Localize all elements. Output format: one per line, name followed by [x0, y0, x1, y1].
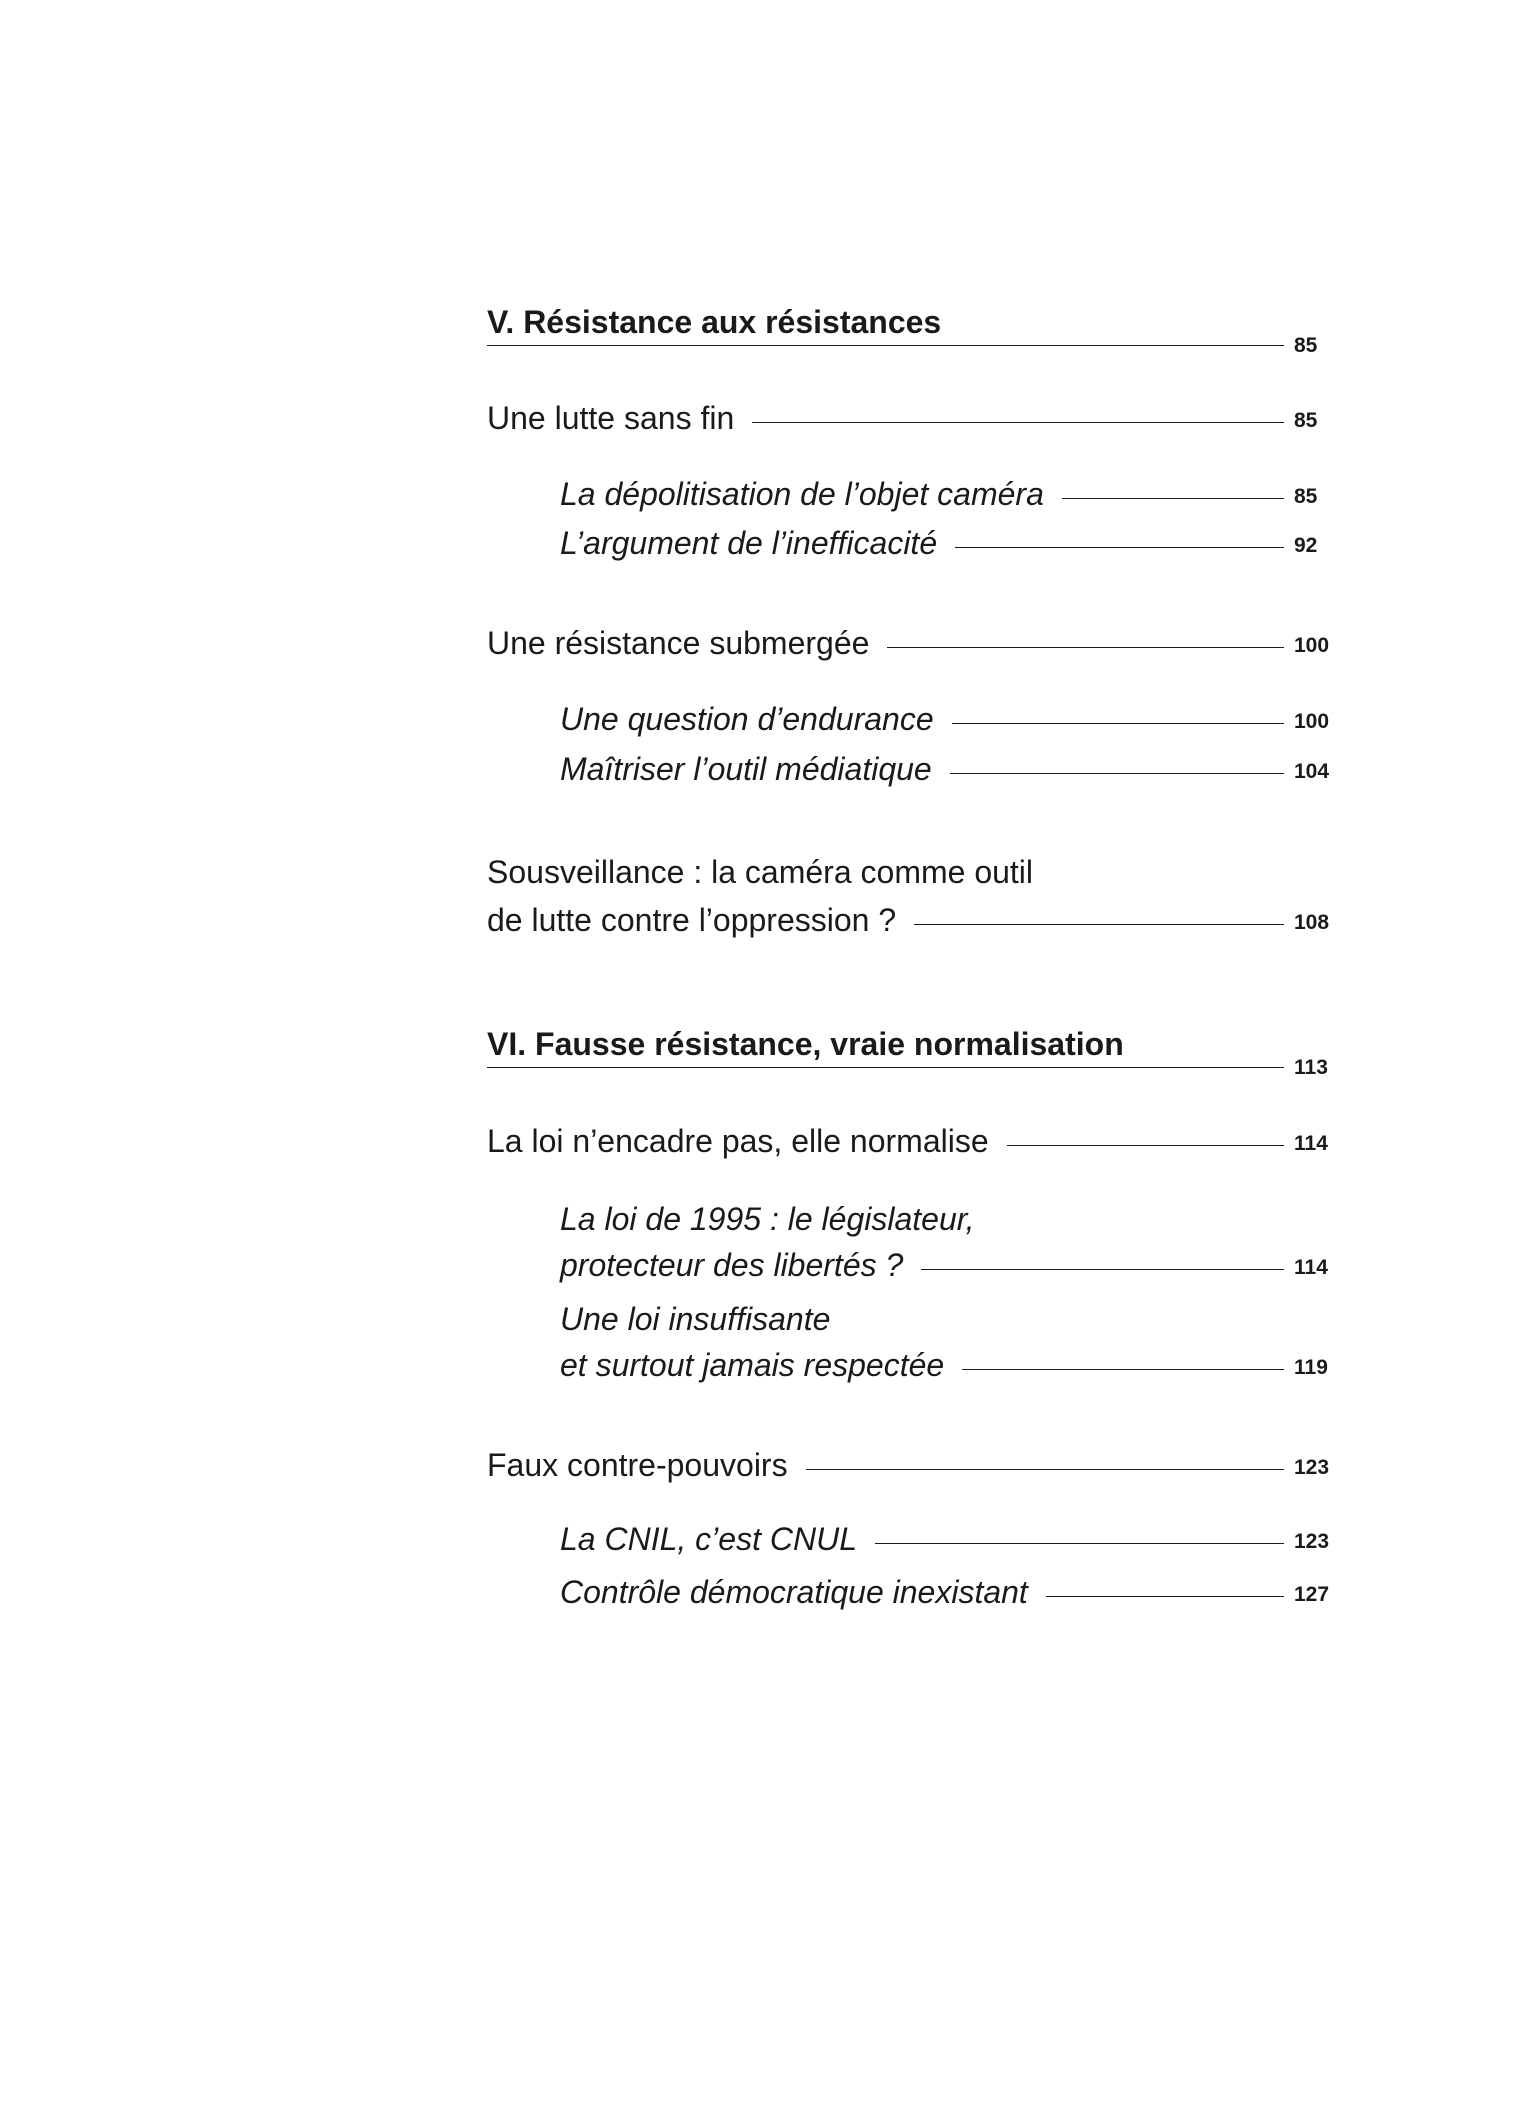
page-number: 123: [1294, 1456, 1330, 1479]
section-title-line-1: Sousveillance : la caméra comme outil: [487, 854, 1034, 890]
toc-subsection: [560, 1249, 1340, 1289]
chapter-rule: [487, 345, 1284, 346]
toc-subsection: [560, 1523, 1340, 1563]
page-number: 108: [1294, 911, 1330, 934]
page-number: 113: [1294, 1056, 1328, 1079]
toc-subsection: [560, 1349, 1340, 1389]
page-number: 104: [1294, 760, 1330, 783]
page-number: 85: [1294, 334, 1318, 357]
chapter-heading: [487, 302, 1340, 362]
chapter-rule: [487, 1067, 1284, 1068]
subsection-title-line-2: et surtout jamais respectée: [560, 1345, 962, 1385]
toc-section: [487, 627, 1340, 667]
toc-subsection: [560, 703, 1340, 743]
subsection-title-line-1: La loi de 1995 : le législateur,: [560, 1201, 975, 1237]
page-number: 85: [1294, 485, 1318, 508]
page-number: 123: [1294, 1530, 1330, 1553]
toc-subsection: [560, 753, 1340, 793]
subsection-title-line-1: Une loi insuffisante: [560, 1301, 831, 1337]
toc-section: [487, 1125, 1340, 1165]
section-title-line-2: de lutte contre l’oppression ?: [487, 900, 914, 940]
page-number: 100: [1294, 710, 1330, 733]
subsection-title: L’argument de l’inefficacité: [560, 523, 955, 563]
page-number: 85: [1294, 409, 1318, 432]
toc-subsection: [560, 478, 1340, 518]
section-title: Une lutte sans fin: [487, 398, 752, 438]
page-number: 114: [1294, 1256, 1328, 1279]
page-number: 119: [1294, 1356, 1328, 1379]
page-number: 92: [1294, 534, 1318, 557]
section-title: La loi n’encadre pas, elle normalise: [487, 1121, 1007, 1161]
subsection-title: Contrôle démocratique inexistant: [560, 1572, 1046, 1612]
toc-subsection: [560, 527, 1340, 567]
toc-section: [487, 1449, 1340, 1489]
chapter-heading: [487, 1024, 1340, 1084]
subsection-title: Maîtriser l’outil médiatique: [560, 749, 950, 789]
toc-section: [487, 402, 1340, 442]
subsection-title: La CNIL, c’est CNUL: [560, 1519, 875, 1559]
subsection-title: Une question d’endurance: [560, 699, 952, 739]
page-number: 127: [1294, 1583, 1330, 1606]
page-number: 114: [1294, 1132, 1328, 1155]
toc-section: [487, 904, 1340, 944]
subsection-title-line-2: protecteur des libertés ?: [560, 1245, 921, 1285]
chapter-title: V. Résistance aux résistances: [487, 304, 942, 340]
toc-subsection: [560, 1576, 1340, 1616]
section-title: Faux contre-pouvoirs: [487, 1445, 806, 1485]
chapter-title: VI. Fausse résistance, vraie normalisation: [487, 1026, 1124, 1062]
subsection-title: La dépolitisation de l’objet caméra: [560, 474, 1062, 514]
section-title: Une résistance submergée: [487, 623, 887, 663]
page-number: 100: [1294, 634, 1330, 657]
